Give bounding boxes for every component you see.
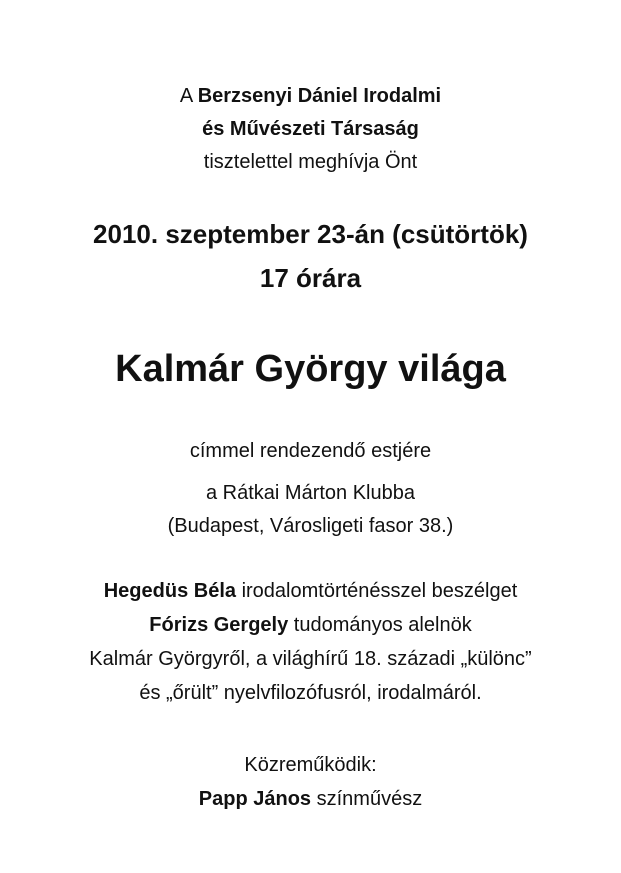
speaker2-role: tudományos alelnök — [293, 614, 472, 636]
credits-line — [0, 786, 621, 812]
program-line-1 — [0, 578, 621, 604]
speaker1-name: Hegedüs Béla — [103, 580, 236, 602]
host-org-name-part1: Berzsenyi Dániel Irodalmi — [197, 85, 442, 107]
program-topic-line-1: Kalmár Györgyről, a világhírű 18. századi „különc” — [89, 648, 532, 670]
event-time: 17 órára — [259, 263, 362, 293]
host-line-1 — [0, 83, 621, 109]
credits-label: Közreműködik: — [244, 754, 377, 776]
performer-role: színművész — [316, 788, 423, 810]
program-topic-line-2: és „őrült” nyelvfilozófusról, irodalmáról. — [139, 682, 482, 704]
host-prefix: A — [179, 85, 193, 107]
speaker2-name: Fórizs Gergely — [149, 614, 289, 636]
event-subtitle: címmel rendezendő estjére — [189, 440, 432, 462]
event-venue: a Rátkai Márton Klubba — [205, 482, 415, 504]
event-title: Kalmár György világa — [115, 348, 506, 390]
event-date: 2010. szeptember 23-án (csütörtök) — [93, 219, 528, 249]
host-org-name-part2: és Művészeti Társaság — [202, 118, 419, 140]
performer-name: Papp János — [198, 788, 312, 810]
speaker1-role: irodalomtörténésszel beszélget — [241, 580, 518, 602]
event-address: (Budapest, Városligeti fasor 38.) — [167, 515, 454, 537]
invitation-phrase: tisztelettel meghívja Önt — [203, 151, 418, 173]
program-line-2 — [0, 612, 621, 638]
